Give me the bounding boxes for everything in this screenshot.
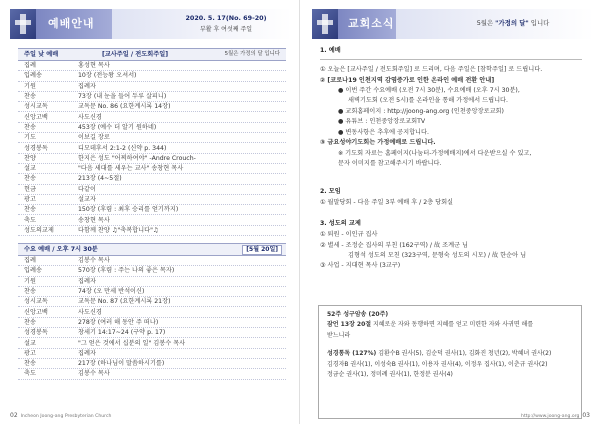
news-line: ● 이번 주간 수요예배 (오전 7시 30분), 수요예배 (오후 7시 30분), xyxy=(338,86,520,94)
page-number-right: 03 xyxy=(582,412,590,420)
order-label: 축도 xyxy=(24,370,36,378)
right-footer xyxy=(521,412,590,420)
cross-icon xyxy=(312,9,338,39)
order-label: 신앙고백 xyxy=(24,113,48,121)
order-value: 송창현 목사 xyxy=(78,216,110,224)
order-label: 찬송 xyxy=(24,93,36,101)
memory-verse-box xyxy=(318,305,582,419)
memory-verse xyxy=(327,321,573,329)
month-note-bold: "가정의 달" xyxy=(495,19,529,27)
order-value: 278장 (여러 해 동안 주 떠나) xyxy=(78,318,159,326)
order-label: 신앙고백 xyxy=(24,308,48,316)
order-label: 찬송 xyxy=(24,318,36,326)
order-row xyxy=(18,205,286,215)
order-value: 다같이 xyxy=(78,185,96,193)
order-row xyxy=(18,143,286,153)
order-row xyxy=(18,297,286,307)
order-value: "그 얻은 것에서 십분의 일" 김봉수 목사 xyxy=(78,339,186,347)
cross-icon xyxy=(10,9,36,39)
news-line: ※ 기도회 자료는 홈페이지(나눔터-가정예배지)에서 다운받으실 수 있고, xyxy=(338,149,532,157)
order-value: 74장 (오 만세 반석이신) xyxy=(78,288,145,296)
order-value: 150장 (후렴 : 최후 승리를 얻기까지) xyxy=(78,206,179,214)
order-row xyxy=(18,164,286,174)
order-row xyxy=(18,71,286,81)
reading-line xyxy=(327,350,573,358)
order-label: 찬송 xyxy=(24,360,36,368)
order-value: 73장 (내 눈을 들어 두루 살피니) xyxy=(78,93,167,101)
order-row xyxy=(18,266,286,276)
order-row xyxy=(18,123,286,133)
order-label: 찬송 xyxy=(24,288,36,296)
order-value: 집례자 xyxy=(78,82,96,90)
memory-verse-title: 52주 성구암송 (20주) xyxy=(327,311,389,318)
order-label: 찬양 xyxy=(24,154,36,162)
worship-header-title: 예배안내 xyxy=(36,9,112,39)
wednesday-service-label: 수요 예배 / 오후 7시 30분 xyxy=(24,246,98,253)
section-meetings xyxy=(320,188,582,210)
sunday-table-header xyxy=(18,48,286,61)
news-line: ① 퇴원 - 이인규 집사 xyxy=(320,231,378,239)
order-label: 집례 xyxy=(24,257,36,265)
order-label: 찬송 xyxy=(24,175,36,183)
page-number-left: 02 xyxy=(10,412,18,420)
order-label: 성시교독 xyxy=(24,103,48,111)
order-label: 입례송 xyxy=(24,267,42,275)
order-value: 집례자 xyxy=(78,277,96,285)
news-line: ● 변동사항은 추후에 공지합니다. xyxy=(338,128,429,136)
order-row xyxy=(18,133,286,143)
youtube-link[interactable]: ● 유튜브 : 인천중앙장로교회TV xyxy=(338,118,426,126)
order-value: 10장 (전능왕 오셔서) xyxy=(78,72,137,80)
month-note-pre: 5월은 xyxy=(476,19,496,27)
order-row xyxy=(18,287,286,297)
order-value: 570장 (후렴 : 주는 나의 좋은 목자) xyxy=(78,267,175,275)
news-line: ② 별세 - 조정순 집사의 부친 (162구역) / 故 조계군 님 xyxy=(320,241,468,249)
reading-line: 김경자B 권사(1), 이성숙B 권사(1), 이용자 권사(4), 이정우 집사(1), 이춘규 권사(2) xyxy=(327,360,548,368)
news-line: ② [코로나19 인천지역 감염증가로 인한 온라인 예배 전환 안내] xyxy=(320,76,495,84)
order-value: 창세기 14:17~24 (구약 p. 17) xyxy=(78,329,166,337)
order-label: 기원 xyxy=(24,277,36,285)
order-label: 축도 xyxy=(24,216,36,224)
verse-text: 지혜로운 자와 동행하면 지혜를 얻고 미련한 자와 사귀면 해를 xyxy=(371,321,534,329)
reading-title: 성경통독 (127%) xyxy=(327,350,377,358)
order-value: 김봉수 목사 xyxy=(78,257,110,265)
order-value: 김봉수 목사 xyxy=(78,370,110,378)
order-value: 사도신경 xyxy=(78,113,102,121)
order-label: 성도의교제 xyxy=(24,226,54,234)
website-footer[interactable]: http://www.joong-ang.org xyxy=(521,414,580,420)
order-row xyxy=(18,61,286,71)
order-label: 입례송 xyxy=(24,72,42,80)
order-label: 광고 xyxy=(24,196,36,204)
order-row xyxy=(18,349,286,359)
right-page xyxy=(300,0,600,424)
news-line: 문자 이미지를 참고해주시기 바랍니다. xyxy=(338,160,442,168)
reading-names: 김환수B 권사(5), 김순덕 권사(1), 김화진 청년(2), 박혜녀 권사(2) xyxy=(376,350,552,358)
news-line: 김형석 성도의 모친 (323구역, 문형숙 성도의 시모) / 故 한순아 님 xyxy=(348,251,527,259)
order-row xyxy=(18,82,286,92)
order-row xyxy=(18,318,286,328)
order-row xyxy=(18,112,286,122)
order-value: 교독문 No. 86 (요한계시록 14장) xyxy=(78,103,171,111)
worship-date: 2020. 5. 17(No. 69-20) xyxy=(185,14,267,22)
order-row xyxy=(18,277,286,287)
order-value: 한지은 성도 "어찌하여야" -Andre Crouch- xyxy=(78,154,196,162)
section-fellowship xyxy=(320,220,582,273)
order-value: 사도신경 xyxy=(78,308,102,316)
order-row xyxy=(18,174,286,184)
order-label: 성경봉독 xyxy=(24,144,48,152)
news-line: 새벽기도회 (오전 5시)를 온라인을 통해 가정에서 드립니다. xyxy=(348,97,509,105)
order-label: 설교 xyxy=(24,339,36,347)
sunday-service-label: 주일 낮 예배 xyxy=(24,51,59,58)
order-value: 이보길 장로 xyxy=(78,134,110,142)
sunday-name: 부활 후 여섯째 주일 xyxy=(199,26,253,34)
order-row xyxy=(18,328,286,338)
order-label: 성경봉독 xyxy=(24,329,48,337)
order-label: 광고 xyxy=(24,349,36,357)
order-row xyxy=(18,154,286,164)
news-line: ① 오늘은 [교사주일 / 전도회주일] 로 드리며, 다음 주일은 [참학주일] 로 드립니다. xyxy=(320,66,543,74)
order-value: 홍성현 목사 xyxy=(78,62,110,70)
news-header xyxy=(312,9,594,39)
month-theme-note: 5월은 가정의 달 입니다 xyxy=(224,51,280,57)
month-note xyxy=(438,19,588,27)
order-value: 453장 (예수 더 알기 원하네) xyxy=(78,123,157,131)
order-label: 헌금 xyxy=(24,185,36,193)
section-title: 1. 예배 xyxy=(320,47,341,54)
church-name-footer: Incheon Joong-ang Presbyterian Church xyxy=(20,414,112,420)
order-value: 213장 (4~5절) xyxy=(78,175,122,183)
order-value: 다함께 찬양 ♫"축복합니다"♫ xyxy=(78,226,159,234)
order-value: 교독문 No. 87 (요한계시록 21장) xyxy=(78,298,171,306)
wednesday-table-header xyxy=(18,243,286,256)
order-row xyxy=(18,102,286,112)
news-line: ③ 사업 - 지대현 목사 (3교구) xyxy=(320,262,401,270)
order-label: 찬송 xyxy=(24,206,36,214)
section-title: 3. 성도의 교제 xyxy=(320,220,361,227)
wednesday-date: [5월 20일] xyxy=(242,245,282,255)
order-label: 찬송 xyxy=(24,123,36,131)
order-row xyxy=(18,226,286,236)
order-label: 기도 xyxy=(24,134,36,142)
order-row xyxy=(18,369,286,379)
order-row xyxy=(18,359,286,369)
order-row xyxy=(18,307,286,317)
order-row xyxy=(18,92,286,102)
order-value: 설교자 xyxy=(78,196,96,204)
section-title: 2. 모임 xyxy=(320,188,341,195)
verse-text-cont: 받느니라 xyxy=(327,331,351,339)
worship-date-block xyxy=(166,14,286,34)
order-value: 집례자 xyxy=(78,349,96,357)
worship-header xyxy=(10,9,292,39)
section-worship xyxy=(320,47,582,171)
order-label: 집례 xyxy=(24,62,36,70)
order-value: 217장 (하나님이 말씀하시기를) xyxy=(78,360,165,368)
news-header-title: 교회소식 xyxy=(338,9,396,39)
order-row xyxy=(18,338,286,348)
left-footer xyxy=(10,412,111,420)
reading-line: 정금순 권사(1), 정미례 권사(1), 한정분 권사(4) xyxy=(327,370,453,378)
news-line: ① 월말당회 - 다음 주일 3부 예배 후 / 2층 당회실 xyxy=(320,199,454,207)
verse-ref: 잠언 13장 20절 xyxy=(327,321,372,329)
order-value: 디모데후서 2:1-2 (신약 p. 344) xyxy=(78,144,167,152)
homepage-link[interactable]: ● 교회홈페이지 : http://joong-ang.org (인천중앙장로교회) xyxy=(338,107,504,115)
sunday-service-theme: [교사주일 / 전도회주일] xyxy=(102,51,169,58)
wednesday-worship-table xyxy=(18,243,286,380)
month-note-post: 입니다 xyxy=(528,19,550,27)
order-row xyxy=(18,215,286,225)
sunday-worship-table xyxy=(18,48,286,236)
order-row xyxy=(18,185,286,195)
order-value: "다음 세대를 세우는 교사" 송창현 목사 xyxy=(78,165,184,173)
order-label: 성시교독 xyxy=(24,298,48,306)
order-row xyxy=(18,256,286,266)
news-line: ③ 금요성야기도회는 가정예배로 드립니다. xyxy=(320,139,436,147)
order-label: 기원 xyxy=(24,82,36,90)
order-row xyxy=(18,195,286,205)
order-label: 설교 xyxy=(24,165,36,173)
